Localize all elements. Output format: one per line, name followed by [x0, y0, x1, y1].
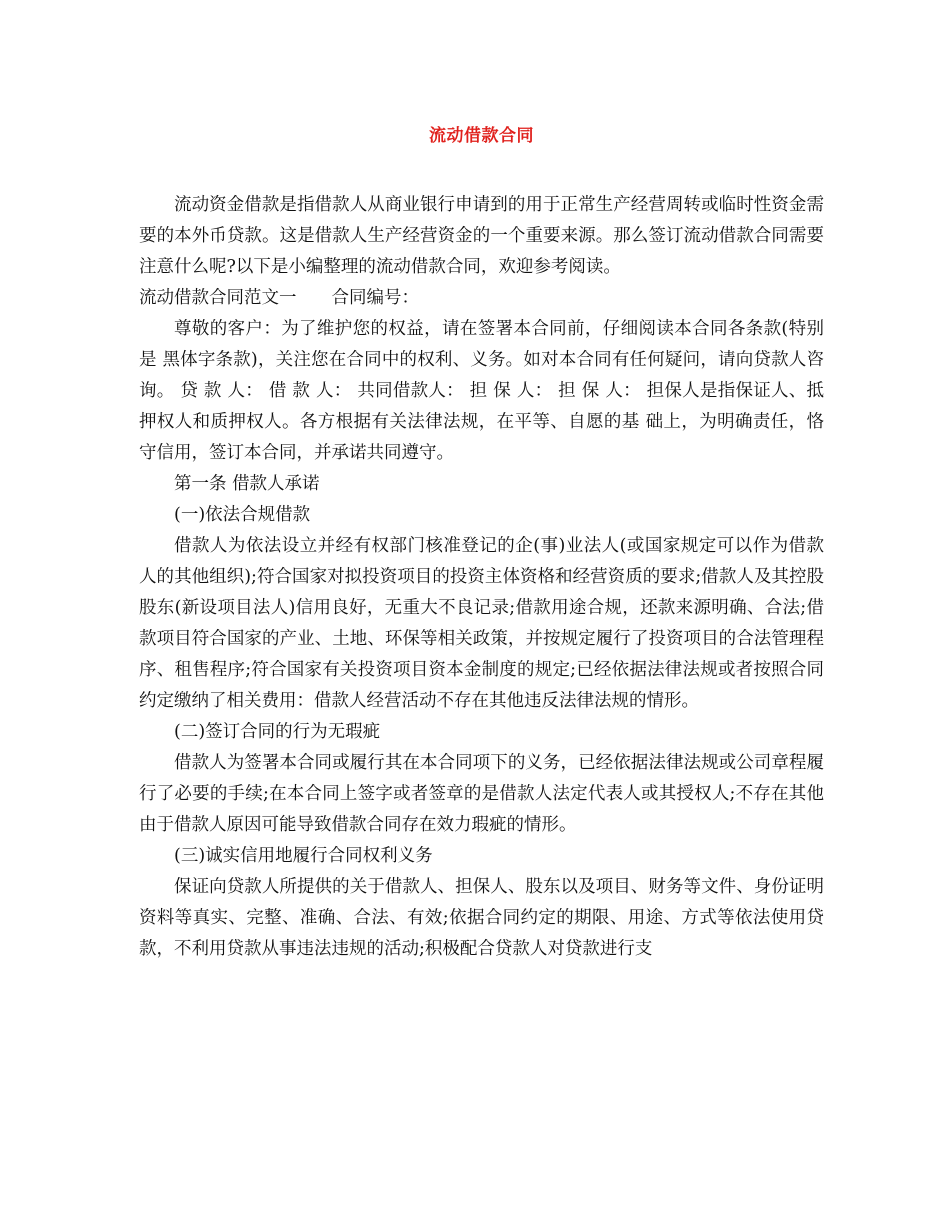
section-1-paragraph: 借款人为依法设立并经有权部门核准登记的企(事)业法人(或国家规定可以作为借款人的其他组织);符合国家对拟投资项目的投资主体资格和经营资质的要求;借款人及其控股 股东(新设项目法人)信用良好，无重大不良记录;借款用途合规，还款来源明确、合法;借款项目符合国家的产业、土地、环保等相关政策，并按规定履行了投资项目的合法管理程序、租售程序;符合国家有关投资项目资本金制度的规定;已经依据法律法规或者按照合同约定缴纳了相关费用：借款人经营活动不存在其他违反法律法规的情形。	[139, 536, 824, 711]
section-3-heading: (三)诚实信用地履行合同权利义务	[174, 846, 433, 866]
intro-paragraph: 流动资金借款是指借款人从商业银行申请到的用于正常生产经营周转或临时性资金需要的本外币贷款。这是借款人生产经营资金的一个重要来源。那么签订流动借款合同需要注意什么呢?以下是小编整理的流动借款合同，欢迎参考阅读。	[139, 195, 824, 277]
section-2-heading: (二)签订合同的行为无瑕疵	[174, 722, 381, 742]
section-1-heading: (一)依法合规借款	[174, 505, 311, 525]
document-title: 流动借款合同	[429, 126, 534, 146]
section-3-paragraph: 保证向贷款人所提供的关于借款人、担保人、股东以及项目、财务等文件、身份证明资料等真实、完整、准确、合法、有效;依据合同约定的期限、用途、方式等依法使用贷款，不利用贷款从事违法违规的活动;积极配合贷款人对贷款进行支	[139, 877, 824, 959]
customer-notice-paragraph: 尊敬的客户：为了维护您的权益，请在签署本合同前，仔细阅读本合同各条款(特别是 黑体字条款)，关注您在合同中的权利、义务。如对本合同有任何疑问，请向贷款人咨询。 贷 款 人： 借 款 人： 共同借款人： 担 保 人： 担 保 人： 担保人是指保证人、抵押权人和质押权人。各方根据有关法律法规，在平等、自愿的基 础上，为明确责任，恪守信用，签订本合同，并承诺共同遵守。	[139, 319, 824, 463]
contract-sample-heading: 流动借款合同范文一 合同编号：	[139, 288, 419, 308]
section-2-paragraph: 借款人为签署本合同或履行其在本合同项下的义务，已经依据法律法规或公司章程履行了必要的手续;在本合同上签字或者签章的是借款人法定代表人或其授权人;不存在其他由于借款人原因可能导致借款合同存在效力瑕疵的情形。	[139, 753, 824, 835]
article-1-heading: 第一条 借款人承诺	[174, 474, 320, 494]
document-body	[139, 190, 824, 965]
